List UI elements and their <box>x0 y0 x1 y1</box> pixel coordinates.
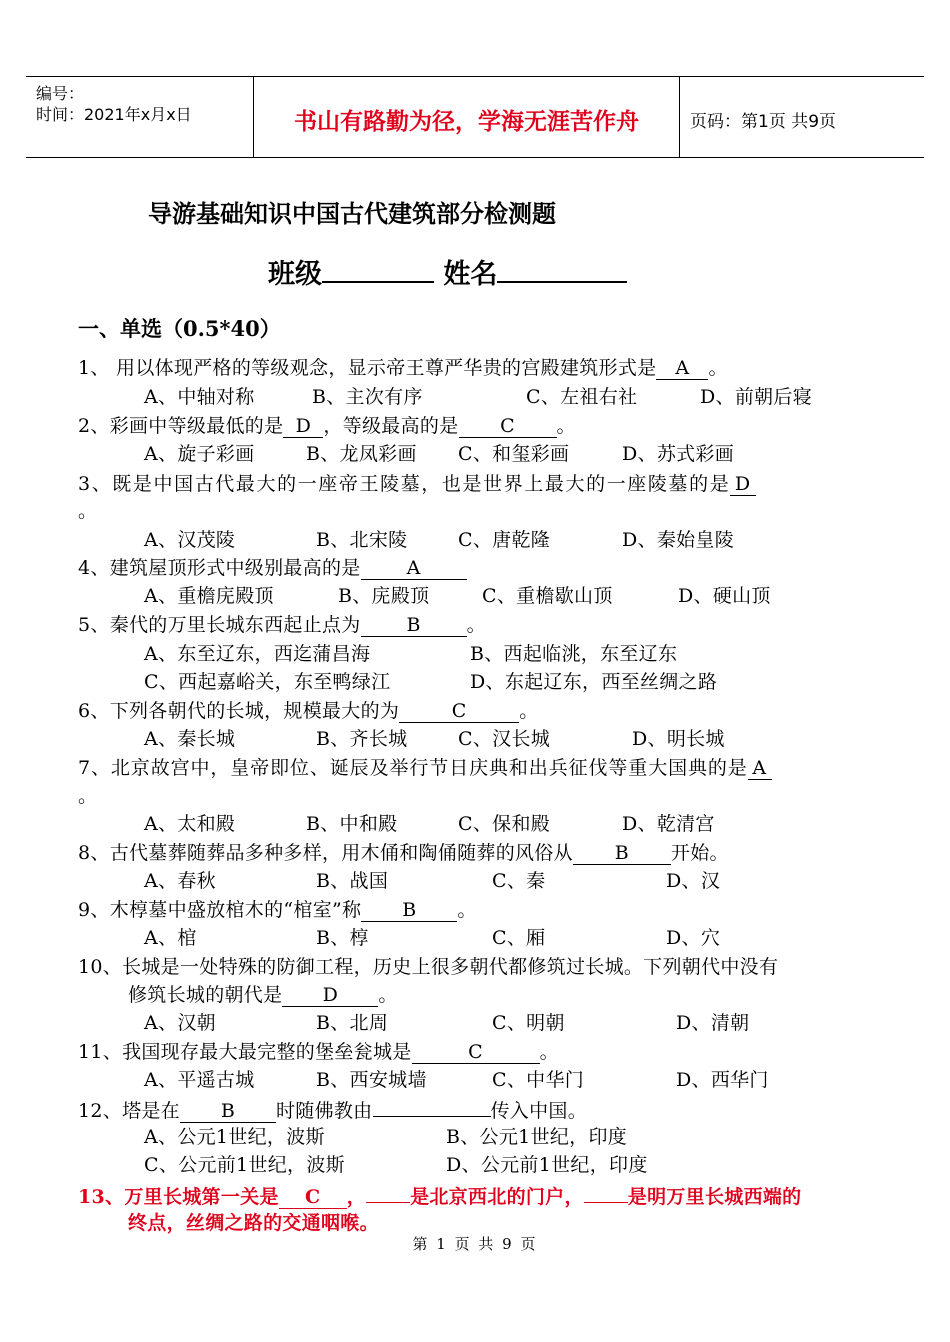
option: C、唐乾隆 <box>458 529 551 551</box>
option: A、旋子彩画 <box>144 443 255 465</box>
answer-blank[interactable]: B <box>180 1100 276 1123</box>
question-text: 7、北京故宫中，皇帝即位、诞辰及举行节日庆典和出兵征伐等重大国典的是 <box>78 757 748 779</box>
answer-blank[interactable]: D <box>283 415 323 438</box>
option: D、硬山顶 <box>678 585 771 607</box>
option: D、乾清宫 <box>622 813 715 835</box>
question-text: 6、下列各朝代的长城，规模最大的为 <box>78 700 400 722</box>
page-header <box>26 76 924 158</box>
option: D、前朝后寝 <box>700 386 813 408</box>
answer-blank[interactable]: C <box>399 700 519 723</box>
question-3-end: 。 <box>78 500 98 522</box>
option: B、主次有序 <box>312 386 423 408</box>
number-label: 编号： <box>36 84 85 103</box>
question-text: 1、 用以体现严格的等级观念，显示帝王尊严华贵的宫殿建筑形式是 <box>78 357 657 379</box>
options-12b <box>144 1150 844 1174</box>
class-label: 班级 <box>268 259 322 290</box>
option: B、齐长城 <box>316 728 408 750</box>
name-blank[interactable] <box>497 255 627 283</box>
options-4 <box>144 581 844 605</box>
question-11 <box>78 1037 559 1064</box>
options-12a <box>144 1122 844 1146</box>
option: A、重檐庑殿顶 <box>144 585 274 607</box>
options-3 <box>144 525 844 549</box>
option: B、公元1世纪，印度 <box>446 1126 628 1148</box>
question-1 <box>78 353 728 380</box>
option: C、和玺彩画 <box>458 443 570 465</box>
question-text: 3、既是中国古代最大的一座帝王陵墓，也是世界上最大的一座陵墓的是 <box>78 473 731 495</box>
option: C、西起嘉峪关，东至鸭绿江 <box>144 671 391 693</box>
question-text: 。 <box>539 1041 559 1063</box>
option: A、秦长城 <box>144 728 236 750</box>
answer-blank[interactable]: A <box>361 557 467 580</box>
question-12 <box>78 1094 587 1123</box>
options-11 <box>144 1065 844 1089</box>
question-text: 是北京西北的门户， <box>410 1186 584 1208</box>
option: D、秦始皇陵 <box>622 529 735 551</box>
option: C、中华门 <box>492 1069 585 1091</box>
answer-blank[interactable] <box>584 1180 628 1203</box>
question-13 <box>78 1180 801 1209</box>
question-text: 开始。 <box>670 842 729 864</box>
option: C、汉长城 <box>458 728 551 750</box>
question-text: 是明万里长城西端的 <box>627 1186 802 1208</box>
time-label: 时间：2021年x月x日 <box>36 105 192 124</box>
option: B、龙凤彩画 <box>306 443 417 465</box>
option: B、北宋陵 <box>316 529 408 551</box>
section-heading: 一、单选（0.5*40） <box>78 316 281 341</box>
option: A、春秋 <box>144 870 216 892</box>
option: D、穴 <box>666 927 721 949</box>
question-10-cont <box>128 980 398 1007</box>
question-text: 。 <box>708 357 728 379</box>
option: A、汉朝 <box>144 1012 216 1034</box>
options-1 <box>144 382 844 406</box>
option: C、重檐歇山顶 <box>482 585 613 607</box>
question-text: 。 <box>457 899 477 921</box>
option: D、西华门 <box>676 1069 769 1091</box>
question-text: 9、木椁墓中盛放棺木的“棺室”称 <box>78 899 362 921</box>
question-6 <box>78 696 539 723</box>
header-divider <box>679 77 680 157</box>
answer-blank[interactable] <box>366 1180 410 1203</box>
option: D、明长城 <box>632 728 725 750</box>
option: A、中轴对称 <box>144 386 255 408</box>
answer-blank[interactable]: B <box>361 614 467 637</box>
question-7-end: 。 <box>78 785 98 807</box>
option: A、棺 <box>144 927 197 949</box>
option: B、庑殿顶 <box>338 585 430 607</box>
options-10 <box>144 1008 844 1032</box>
question-8 <box>78 838 729 865</box>
question-13-cont: 终点，丝绸之路的交通咽喉。 <box>128 1212 379 1234</box>
question-10: 10、长城是一处特殊的防御工程，历史上很多朝代都修筑过长城。下列朝代中没有 <box>78 956 779 978</box>
document-title: 导游基础知识中国古代建筑部分检测题 <box>148 199 556 228</box>
answer-blank[interactable]: D <box>730 473 756 496</box>
option: D、清朝 <box>676 1012 750 1034</box>
question-text: 。 <box>556 415 576 437</box>
option: D、公元前1世纪，印度 <box>446 1154 648 1176</box>
options-5b <box>144 667 844 691</box>
option: B、西安城墙 <box>316 1069 427 1091</box>
options-5a <box>144 639 844 663</box>
option: C、左祖右社 <box>526 386 638 408</box>
answer-blank[interactable]: C <box>279 1186 347 1209</box>
question-5 <box>78 610 486 637</box>
option: D、东起辽东，西至丝绸之路 <box>470 671 718 693</box>
answer-blank[interactable]: A <box>656 357 708 380</box>
header-meta <box>36 83 192 125</box>
answer-blank[interactable]: B <box>361 899 457 922</box>
option: C、公元前1世纪，波斯 <box>144 1154 345 1176</box>
header-motto: 书山有路勤为径，学海无涯苦作舟 <box>294 109 639 135</box>
question-text: 。 <box>466 614 486 636</box>
question-text: 13、万里长城第一关是 <box>78 1186 279 1208</box>
question-text: 5、秦代的万里长城东西起止点为 <box>78 614 361 636</box>
class-blank[interactable] <box>322 255 434 283</box>
page-footer: 第 1 页 共 9 页 <box>412 1235 538 1253</box>
answer-blank[interactable]: D <box>282 984 378 1007</box>
option: C、明朝 <box>492 1012 565 1034</box>
answer-blank[interactable]: C <box>412 1041 540 1064</box>
answer-blank[interactable]: A <box>748 757 772 780</box>
question-text: 11、我国现存最大最完整的堡垒瓮城是 <box>78 1041 412 1063</box>
name-label: 姓名 <box>443 259 498 290</box>
answer-blank[interactable]: B <box>573 842 671 865</box>
question-text: 传入中国。 <box>490 1100 588 1122</box>
option: D、苏式彩画 <box>622 443 735 465</box>
option: A、平遥古城 <box>144 1069 255 1091</box>
question-text: 4、建筑屋顶形式中级别最高的是 <box>78 557 361 579</box>
question-text: 修筑长城的朝代是 <box>128 984 283 1006</box>
option: A、公元1世纪，波斯 <box>144 1126 325 1148</box>
answer-blank[interactable] <box>373 1094 491 1117</box>
option: C、保和殿 <box>458 813 551 835</box>
option: A、汉茂陵 <box>144 529 236 551</box>
question-7 <box>78 753 772 780</box>
class-name-line <box>268 252 627 291</box>
question-4 <box>78 553 467 580</box>
question-text: ，等级最高的是 <box>323 415 459 437</box>
options-2 <box>144 439 844 463</box>
option: B、椁 <box>316 927 369 949</box>
options-7 <box>144 809 844 833</box>
question-2 <box>78 411 576 438</box>
answer-blank[interactable]: C <box>459 415 557 438</box>
question-text: 12、塔是在 <box>78 1100 180 1122</box>
option: B、战国 <box>316 870 389 892</box>
option: B、北周 <box>316 1012 389 1034</box>
question-9 <box>78 895 477 922</box>
question-3 <box>78 469 756 496</box>
options-8 <box>144 866 844 890</box>
question-text: 8、古代墓葬随葬品多种多样，用木俑和陶俑随葬的风俗从 <box>78 842 573 864</box>
options-9 <box>144 923 844 947</box>
header-page-label: 页码：第1页 共9页 <box>690 112 837 132</box>
question-text: 。 <box>378 984 398 1006</box>
question-text: 时随佛教由 <box>275 1100 373 1122</box>
option: A、太和殿 <box>144 813 236 835</box>
option: C、秦 <box>492 870 546 892</box>
option: A、东至辽东，西迄蒲昌海 <box>144 643 371 665</box>
question-text: 。 <box>519 700 539 722</box>
question-text: 2、彩画中等级最低的是 <box>78 415 284 437</box>
option: B、西起临洮，东至辽东 <box>470 643 678 665</box>
options-6 <box>144 724 844 748</box>
option: D、汉 <box>666 870 721 892</box>
option: C、厢 <box>492 927 546 949</box>
question-text: ， <box>346 1186 367 1208</box>
option: B、中和殿 <box>306 813 398 835</box>
